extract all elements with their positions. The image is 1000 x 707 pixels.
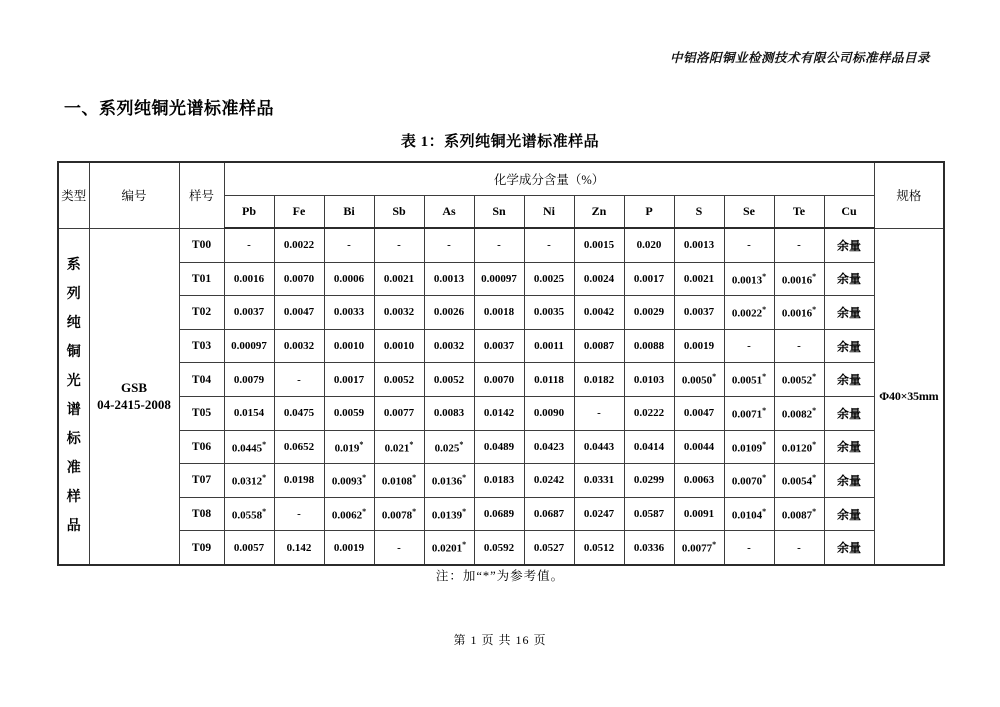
value-cell: 0.0059 bbox=[324, 396, 374, 430]
value-cell: 0.0026 bbox=[424, 296, 474, 330]
value-cell: 0.0037 bbox=[224, 296, 274, 330]
value-cell: 0.0029 bbox=[624, 296, 674, 330]
value-cell: 0.0010 bbox=[374, 329, 424, 363]
value-cell: 0.0052 bbox=[374, 363, 424, 397]
value-cell: 0.0022* bbox=[724, 296, 774, 330]
value-cell: 0.020 bbox=[624, 228, 674, 262]
value-cell: 0.0013 bbox=[424, 262, 474, 296]
value-cell: - bbox=[774, 531, 824, 565]
value-cell: 0.0558* bbox=[224, 497, 274, 531]
value-cell: 0.0142 bbox=[474, 396, 524, 430]
value-cell: 0.0587 bbox=[624, 497, 674, 531]
value-cell: 0.0475 bbox=[274, 396, 324, 430]
value-cell: 0.0013 bbox=[674, 228, 724, 262]
table-row bbox=[58, 363, 944, 397]
value-cell: 0.0093* bbox=[324, 464, 374, 498]
value-cell: 0.0091 bbox=[674, 497, 724, 531]
col-header-sample: 样号 bbox=[179, 162, 224, 228]
sample-id: T02 bbox=[179, 296, 224, 330]
value-cell: 0.0077 bbox=[374, 396, 424, 430]
value-cell: - bbox=[774, 228, 824, 262]
value-cell: 0.0032 bbox=[374, 296, 424, 330]
sample-id: T08 bbox=[179, 497, 224, 531]
element-header-sn: Sn bbox=[474, 196, 524, 229]
table-row bbox=[58, 228, 944, 262]
element-header-as: As bbox=[424, 196, 474, 229]
spec-value: Φ40×35mm bbox=[874, 228, 944, 565]
value-cell: 余量 bbox=[824, 296, 874, 330]
value-cell: 0.0087* bbox=[774, 497, 824, 531]
value-cell: 0.0033 bbox=[324, 296, 374, 330]
value-cell: 余量 bbox=[824, 464, 874, 498]
document-header: 中铝洛阳铜业检测技术有限公司标准样品目录 bbox=[669, 51, 930, 65]
table-row bbox=[58, 329, 944, 363]
value-cell: 0.0037 bbox=[674, 296, 724, 330]
value-cell: 0.0242 bbox=[524, 464, 574, 498]
value-cell: 0.0054* bbox=[774, 464, 824, 498]
value-cell: 0.0019 bbox=[674, 329, 724, 363]
value-cell: 0.0047 bbox=[674, 396, 724, 430]
value-cell: - bbox=[374, 228, 424, 262]
sample-id: T00 bbox=[179, 228, 224, 262]
value-cell: 0.0652 bbox=[274, 430, 324, 464]
value-cell: - bbox=[724, 531, 774, 565]
element-header-ni: Ni bbox=[524, 196, 574, 229]
value-cell: 0.0087 bbox=[574, 329, 624, 363]
value-cell: 0.0414 bbox=[624, 430, 674, 464]
value-cell: 0.0489 bbox=[474, 430, 524, 464]
value-cell: 余量 bbox=[824, 497, 874, 531]
value-cell: 0.0082* bbox=[774, 396, 824, 430]
value-cell: 0.0052* bbox=[774, 363, 824, 397]
value-cell: - bbox=[424, 228, 474, 262]
value-cell: 0.0139* bbox=[424, 497, 474, 531]
element-header-s: S bbox=[674, 196, 724, 229]
table-note: 注：加“*”为参考值。 bbox=[435, 569, 565, 583]
sample-id: T03 bbox=[179, 329, 224, 363]
value-cell: 0.021* bbox=[374, 430, 424, 464]
col-header-type: 类型 bbox=[58, 162, 89, 228]
value-cell: 0.0015 bbox=[574, 228, 624, 262]
sample-id: T09 bbox=[179, 531, 224, 565]
value-cell: 0.0019 bbox=[324, 531, 374, 565]
sample-id: T04 bbox=[179, 363, 224, 397]
value-cell: 0.0070 bbox=[474, 363, 524, 397]
value-cell: 0.0118 bbox=[524, 363, 574, 397]
value-cell: 0.0222 bbox=[624, 396, 674, 430]
value-cell: 0.0299 bbox=[624, 464, 674, 498]
value-cell: 0.0090 bbox=[524, 396, 574, 430]
value-cell: - bbox=[474, 228, 524, 262]
table-row bbox=[58, 430, 944, 464]
value-cell: 0.0083 bbox=[424, 396, 474, 430]
value-cell: 0.0050* bbox=[674, 363, 724, 397]
value-cell: 0.142 bbox=[274, 531, 324, 565]
value-cell: 0.0022 bbox=[274, 228, 324, 262]
page-number: 第 1 页 共 16 页 bbox=[453, 633, 547, 647]
element-header-sb: Sb bbox=[374, 196, 424, 229]
value-cell: 0.0183 bbox=[474, 464, 524, 498]
value-cell: 0.0103 bbox=[624, 363, 674, 397]
element-header-cu: Cu bbox=[824, 196, 874, 229]
value-cell: - bbox=[724, 228, 774, 262]
value-cell: 0.0312* bbox=[224, 464, 274, 498]
value-cell: 0.0070 bbox=[274, 262, 324, 296]
value-cell: 0.0104* bbox=[724, 497, 774, 531]
col-header-spec: 规格 bbox=[874, 162, 944, 228]
table-title: 表 1：系列纯铜光谱标准样品 bbox=[400, 134, 600, 150]
value-cell: 0.0006 bbox=[324, 262, 374, 296]
value-cell: 0.00097 bbox=[224, 329, 274, 363]
value-cell: - bbox=[274, 497, 324, 531]
col-header-composition: 化学成分含量（%） bbox=[224, 162, 874, 196]
sample-id: T05 bbox=[179, 396, 224, 430]
value-cell: 0.019* bbox=[324, 430, 374, 464]
section-heading: 一、系列纯铜光谱标准样品 bbox=[64, 99, 274, 118]
type-value: 系 列 纯 铜 光 谱 标 准 样 品 bbox=[58, 228, 89, 565]
value-cell: 0.0331 bbox=[574, 464, 624, 498]
element-header-te: Te bbox=[774, 196, 824, 229]
element-header-pb: Pb bbox=[224, 196, 274, 229]
value-cell: 0.0108* bbox=[374, 464, 424, 498]
table-body bbox=[58, 228, 944, 565]
value-cell: 0.0032 bbox=[274, 329, 324, 363]
value-cell: - bbox=[274, 363, 324, 397]
value-cell: 余量 bbox=[824, 363, 874, 397]
value-cell: 0.025* bbox=[424, 430, 474, 464]
value-cell: 0.0088 bbox=[624, 329, 674, 363]
value-cell: - bbox=[524, 228, 574, 262]
value-cell: 0.0198 bbox=[274, 464, 324, 498]
value-cell: 0.0042 bbox=[574, 296, 624, 330]
value-cell: 0.0021 bbox=[374, 262, 424, 296]
value-cell: 0.0423 bbox=[524, 430, 574, 464]
element-header-bi: Bi bbox=[324, 196, 374, 229]
table-row bbox=[58, 497, 944, 531]
value-cell: - bbox=[774, 329, 824, 363]
value-cell: 0.0063 bbox=[674, 464, 724, 498]
value-cell: 余量 bbox=[824, 396, 874, 430]
element-header-se: Se bbox=[724, 196, 774, 229]
value-cell: 0.0512 bbox=[574, 531, 624, 565]
value-cell: - bbox=[374, 531, 424, 565]
value-cell: 0.0182 bbox=[574, 363, 624, 397]
col-header-code: 编号 bbox=[89, 162, 179, 228]
value-cell: 0.0016* bbox=[774, 262, 824, 296]
value-cell: 0.0077* bbox=[674, 531, 724, 565]
sample-id: T06 bbox=[179, 430, 224, 464]
value-cell: 余量 bbox=[824, 329, 874, 363]
value-cell: 余量 bbox=[824, 430, 874, 464]
value-cell: 0.0017 bbox=[324, 363, 374, 397]
value-cell: 0.0024 bbox=[574, 262, 624, 296]
value-cell: 0.0687 bbox=[524, 497, 574, 531]
value-cell: 0.0689 bbox=[474, 497, 524, 531]
value-cell: 0.0136* bbox=[424, 464, 474, 498]
value-cell: 余量 bbox=[824, 531, 874, 565]
value-cell: 0.0052 bbox=[424, 363, 474, 397]
value-cell: 0.0051* bbox=[724, 363, 774, 397]
value-cell: 0.0037 bbox=[474, 329, 524, 363]
value-cell: - bbox=[224, 228, 274, 262]
value-cell: 余量 bbox=[824, 262, 874, 296]
table-row bbox=[58, 262, 944, 296]
sample-id: T01 bbox=[179, 262, 224, 296]
value-cell: 0.0021 bbox=[674, 262, 724, 296]
value-cell: 0.0445* bbox=[224, 430, 274, 464]
value-cell: - bbox=[724, 329, 774, 363]
value-cell: 0.0154 bbox=[224, 396, 274, 430]
value-cell: 0.0336 bbox=[624, 531, 674, 565]
value-cell: 0.0057 bbox=[224, 531, 274, 565]
value-cell: 0.0025 bbox=[524, 262, 574, 296]
sample-id: T07 bbox=[179, 464, 224, 498]
value-cell: 0.0016 bbox=[224, 262, 274, 296]
value-cell: 0.0592 bbox=[474, 531, 524, 565]
standard-samples-table bbox=[57, 161, 945, 566]
code-value: GSB 04-2415-2008 bbox=[89, 228, 179, 565]
value-cell: - bbox=[574, 396, 624, 430]
value-cell: 0.0109* bbox=[724, 430, 774, 464]
value-cell: 0.0070* bbox=[724, 464, 774, 498]
value-cell: 0.0010 bbox=[324, 329, 374, 363]
value-cell: 0.0201* bbox=[424, 531, 474, 565]
value-cell: 0.0018 bbox=[474, 296, 524, 330]
element-header-zn: Zn bbox=[574, 196, 624, 229]
table-row bbox=[58, 464, 944, 498]
value-cell: 0.0071* bbox=[724, 396, 774, 430]
value-cell: 0.0016* bbox=[774, 296, 824, 330]
value-cell: 0.0078* bbox=[374, 497, 424, 531]
value-cell: - bbox=[324, 228, 374, 262]
value-cell: 0.0032 bbox=[424, 329, 474, 363]
value-cell: 0.0062* bbox=[324, 497, 374, 531]
value-cell: 0.0047 bbox=[274, 296, 324, 330]
value-cell: 0.0013* bbox=[724, 262, 774, 296]
value-cell: 0.0044 bbox=[674, 430, 724, 464]
value-cell: 0.0017 bbox=[624, 262, 674, 296]
value-cell: 0.0247 bbox=[574, 497, 624, 531]
value-cell: 0.00097 bbox=[474, 262, 524, 296]
header-row-1 bbox=[58, 162, 944, 196]
value-cell: 0.0035 bbox=[524, 296, 574, 330]
value-cell: 0.0079 bbox=[224, 363, 274, 397]
table-row bbox=[58, 396, 944, 430]
element-header-fe: Fe bbox=[274, 196, 324, 229]
value-cell: 0.0443 bbox=[574, 430, 624, 464]
value-cell: 0.0527 bbox=[524, 531, 574, 565]
value-cell: 0.0011 bbox=[524, 329, 574, 363]
table-row bbox=[58, 296, 944, 330]
table-row bbox=[58, 531, 944, 565]
value-cell: 余量 bbox=[824, 228, 874, 262]
value-cell: 0.0120* bbox=[774, 430, 824, 464]
element-header-p: P bbox=[624, 196, 674, 229]
